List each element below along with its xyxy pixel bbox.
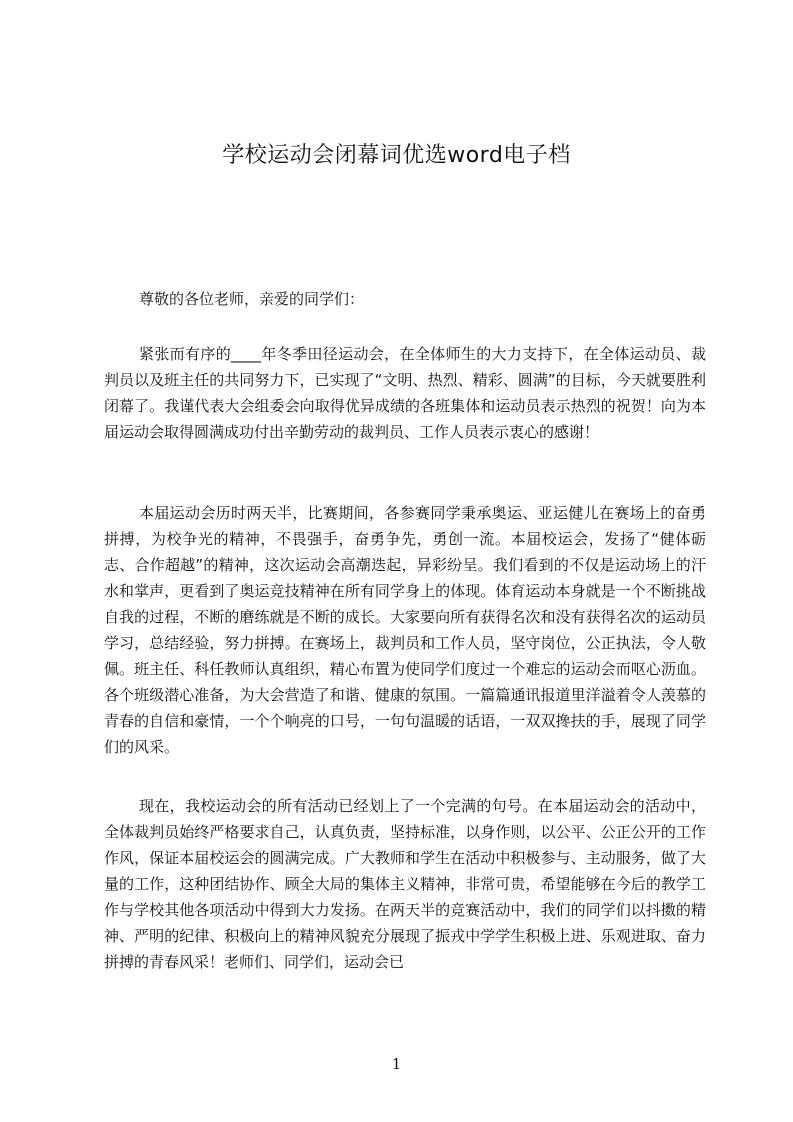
document-title: 学校运动会闭幕词优选word电子档 <box>222 143 571 168</box>
page-number: 1 <box>391 1055 402 1073</box>
salutation: 尊敬的各位老师，亲爱的同学们： <box>139 290 365 308</box>
paragraph-2: 本届运动会历时两天半，比赛期间，各参赛同学秉承奥运、亚运健儿在赛场上的奋勇拼搏，为校争光的精神，不畏强手，奋勇争先，勇创一流。本届校运会，发扬了“健体砺志、合作超越”的精神，这次运动会高潮迭起，异彩纷呈。我们看到的不仅是运动场上的汗水和掌声，更看到了奥运竞技精神在所有同学身上的体现。体育运动本身就是一个不断挑战自我的过程，不断的磨练就是不断的成长。大家要向所有获得名次和没有获得名次的运动员学习，总结经验，努力拼搏。在赛场上，裁判员和工作人员，坚守岗位，公正执法，令人敬佩。班主任、科任教师认真组织，精心布置为使同学们度过一个难忘的运动会而呕心沥血。各个班级潜心准备，为大会营造了和谐、健康的氛围。一篇篇通讯报道里洋溢着令人羡慕的青春的自信和豪情，一个个响亮的口号，一句句温暖的话语，一双双搀扶的手，展现了同学们的风采。 <box>104 504 706 756</box>
paragraph-3: 现在，我校运动会的所有活动已经划上了一个完满的句号。在本届运动会的活动中，全体裁判员始终严格要求自己，认真负责，坚持标准，以身作则，以公平、公正公开的工作作风，保证本届校运会的圆满完成。广大教师和学生在活动中积极参与、主动服务，做了大量的工作，这种团结协作、顾全大局的集体主义精神，非常可贵，希望能够在今后的教学工作与学校其他各项活动中得到大力发扬。在两天半的竞赛活动中，我们的同学们以抖擞的精神、严明的纪律、积极向上的精神风貌充分展现了振戎中学学生积极上进、乐观进取、奋力拼搏的青春风采！老师们、同学们，运动会已 <box>104 797 706 971</box>
paragraph-1: 紧张而有序的____年冬季田径运动会，在全体师生的大力支持下，在全体运动员、裁判员以及班主任的共同努力下，已实现了“文明、热烈、精彩、圆满”的目标，今天就要胜利闭幕了。我谨代表大会组委会向取得优异成绩的各班集体和运动员表示热烈的祝贺！向为本届运动会取得圆满成功付出辛勤劳动的裁判员、工作人员表示衷心的感谢！ <box>104 345 706 441</box>
